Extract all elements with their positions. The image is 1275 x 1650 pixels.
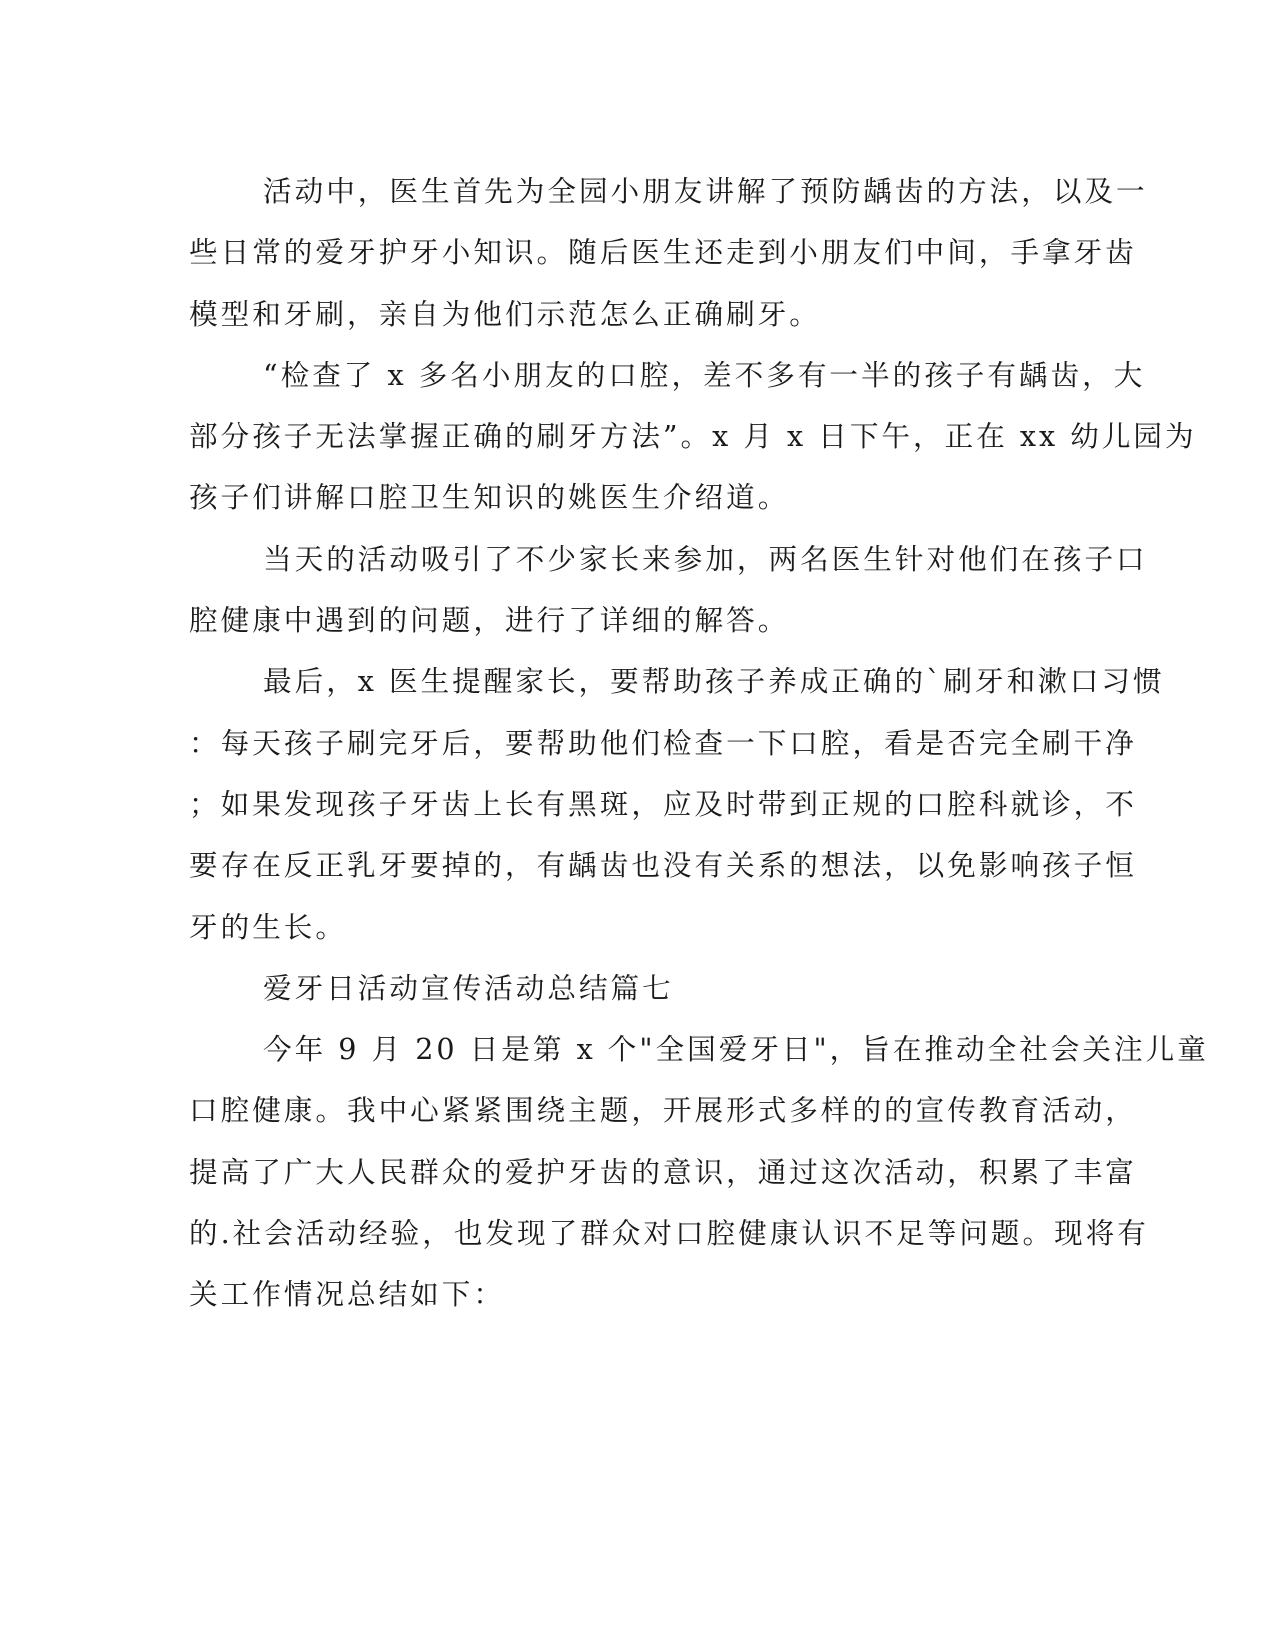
paragraph-parents (189, 529, 1148, 652)
text-line: 口腔健康。我中心紧紧围绕主题，开展形式多样的的宣传教育活动， (189, 1093, 1137, 1128)
text-line: 些日常的爱牙护牙小知识。随后医生还走到小朋友们中间，手拿牙齿 (189, 235, 1137, 270)
text-line: 关工作情况总结如下： (189, 1277, 505, 1312)
paragraph-summary (189, 1019, 1209, 1325)
text-line: ；如果发现孩子牙齿上长有黑斑，应及时带到正规的口腔科就诊，不 (189, 786, 1137, 821)
text-line: 的.社会活动经验，也发现了群众对口腔健康认识不足等问题。现将有 (189, 1216, 1149, 1251)
text-line: 今年 9 月 20 日是第 x 个"全国爱牙日"，旨在推动全社会关注儿童 (263, 1032, 1209, 1067)
text-line: 提高了广大人民群众的爱护牙齿的意识，通过这次活动，积累了丰富 (189, 1154, 1137, 1189)
text-line: 腔健康中遇到的问题，进行了详细的解答。 (189, 603, 790, 638)
text-line: 部分孩子无法掌握正确的刷牙方法”。x 月 x 日下午，正在 xx 幼儿园为 (189, 419, 1197, 454)
text-line: 孩子们讲解口腔卫生知识的姚医生介绍道。 (189, 480, 790, 515)
document-body (189, 161, 1209, 1326)
paragraph-activity-intro (189, 161, 1148, 345)
text-line: 最后，x 医生提醒家长，要帮助孩子养成正确的`刷牙和漱口习惯 (263, 664, 1165, 699)
text-line: “检查了 x 多名小朋友的口腔，差不多有一半的孩子有龋齿，大 (263, 357, 1146, 392)
section-heading (189, 958, 1089, 1019)
paragraph-reminder (189, 651, 1165, 957)
section-title: 爱牙日活动宣传活动总结篇七 (263, 970, 674, 1005)
text-line: 要存在反正乳牙要掉的，有龋齿也没有关系的想法，以免影响孩子恒 (189, 848, 1137, 883)
text-line: 模型和牙刷，亲自为他们示范怎么正确刷牙。 (189, 296, 821, 331)
paragraph-doctor-quote (189, 345, 1197, 529)
text-line: 牙的生长。 (189, 909, 347, 944)
text-line: 活动中，医生首先为全园小朋友讲解了预防龋齿的方法，以及一 (263, 174, 1148, 208)
text-line: ：每天孩子刷完牙后，要帮助他们检查一下口腔，看是否完全刷干净 (189, 725, 1137, 760)
text-line: 当天的活动吸引了不少家长来参加，两名医生针对他们在孩子口 (263, 541, 1148, 576)
